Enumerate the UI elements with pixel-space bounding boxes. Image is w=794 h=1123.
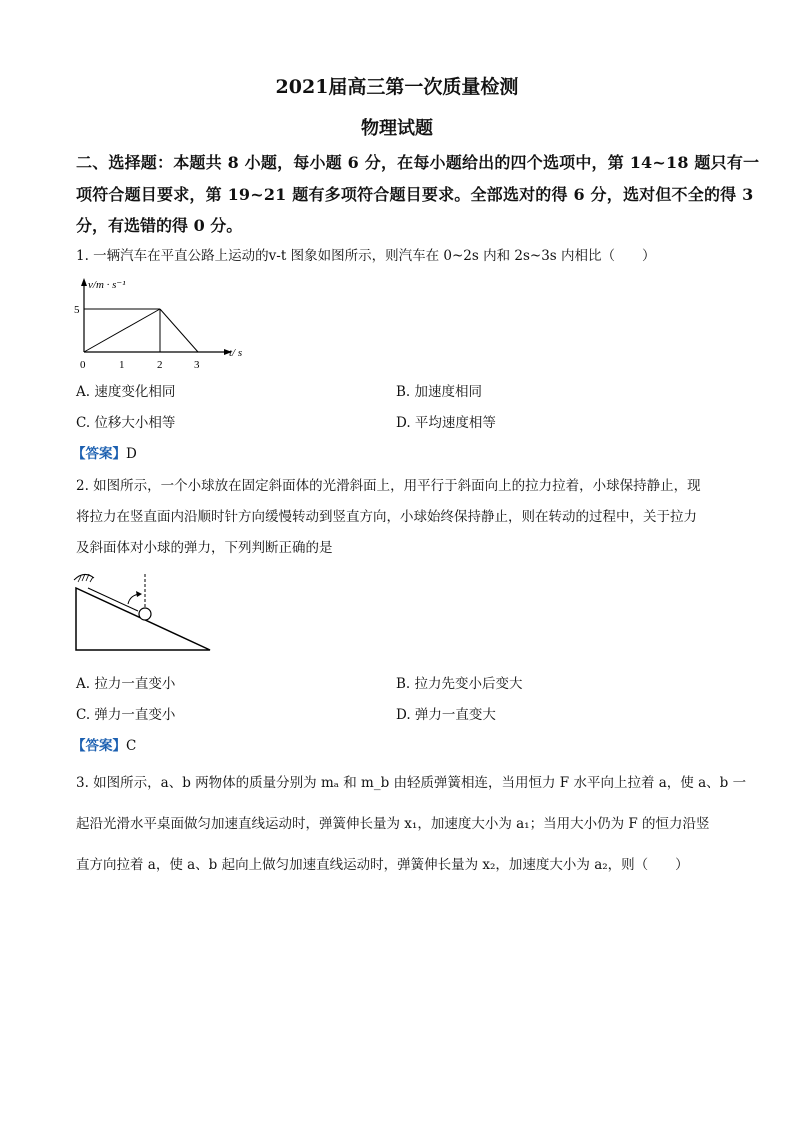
q1-rise-line <box>84 309 160 352</box>
q2-rope <box>88 588 138 611</box>
page-title: 2021届高三第一次质量检测 <box>275 76 519 98</box>
q1-y-tick-5: 5 <box>74 304 80 316</box>
page-subtitle: 物理试题 <box>361 118 433 139</box>
section-instruction-line2: 项符合题目要求，第 19~21 题有多项符合题目要求。全部选对的得 6 分，选对但不全的得 3 <box>76 185 754 204</box>
section-instruction-line1: 二、选择题：本题共 8 小题，每小题 6 分，在每小题给出的四个选项中，第 14~18 题只有一 <box>76 153 760 172</box>
q1-x-axis-label: t/ s <box>229 347 243 359</box>
q3-stem-line1: 3. 如图所示，a、b 两物体的质量分别为 mₐ 和 m_b 由轻质弹簧相连，当用恒力 F 水平向上拉着 a，使 a、b 一 <box>76 775 747 791</box>
q3-stem-line3: 直方向拉着 a，使 a、b 起向上做匀加速直线运动时，弹簧伸长量为 x₂，加速度大小为 a₂，则（ ） <box>76 857 689 873</box>
q1-x-tick-3: 3 <box>194 359 200 371</box>
q2-answer <box>72 734 136 754</box>
q1-vt-graph <box>72 276 262 376</box>
q1-option-a: A. 速度变化相同 <box>76 384 176 400</box>
q1-answer <box>72 442 137 462</box>
q1-stem: 1. 一辆汽车在平直公路上运动的v-t 图象如图所示，则汽车在 0~2s 内和 2s~3s 内相比（ ） <box>76 248 656 264</box>
q1-option-b: B. 加速度相同 <box>396 384 483 400</box>
q1-x-tick-2: 2 <box>157 359 163 371</box>
q1-y-axis-label: v/m · s⁻¹ <box>88 279 126 291</box>
q2-option-b: B. 拉力先变小后变大 <box>396 676 523 692</box>
q1-fall-line <box>160 309 198 352</box>
q2-answer-label: 【答案】 <box>72 738 126 754</box>
q2-option-c: C. 弹力一直变小 <box>76 707 176 723</box>
q1-x-tick-0: 0 <box>80 359 86 371</box>
section-instruction-line3: 分，有选错的得 0 分。 <box>76 216 243 235</box>
q1-answer-label: 【答案】 <box>72 446 126 462</box>
q3-stem-line2: 起沿光滑水平桌面做匀加速直线运动时，弹簧伸长量为 x₁，加速度大小为 a₁；当用大小仍为 F 的恒力沿竖 <box>76 816 710 832</box>
q2-stem-line1: 2. 如图所示，一个小球放在固定斜面体的光滑斜面上，用平行于斜面向上的拉力拉着，小球保持静止，现 <box>76 478 701 494</box>
q1-answer-value: D <box>126 446 137 462</box>
q2-stem-line3: 及斜面体对小球的弹力，下列判断正确的是 <box>76 540 333 556</box>
q2-stem-line2: 将拉力在竖直面内沿顺时针方向缓慢转动到竖直方向，小球始终保持静止，则在转动的过程中，关于拉力 <box>76 509 697 525</box>
q1-option-d: D. 平均速度相等 <box>396 415 496 431</box>
q2-option-a: A. 拉力一直变小 <box>76 676 176 692</box>
q1-option-c: C. 位移大小相等 <box>76 415 176 431</box>
q1-y-arrow <box>81 278 87 286</box>
q2-ball <box>139 608 151 620</box>
q2-incline-figure <box>70 568 220 652</box>
q2-option-d: D. 弹力一直变大 <box>396 707 496 723</box>
q1-x-tick-1: 1 <box>119 359 125 371</box>
q2-answer-value: C <box>126 738 137 754</box>
